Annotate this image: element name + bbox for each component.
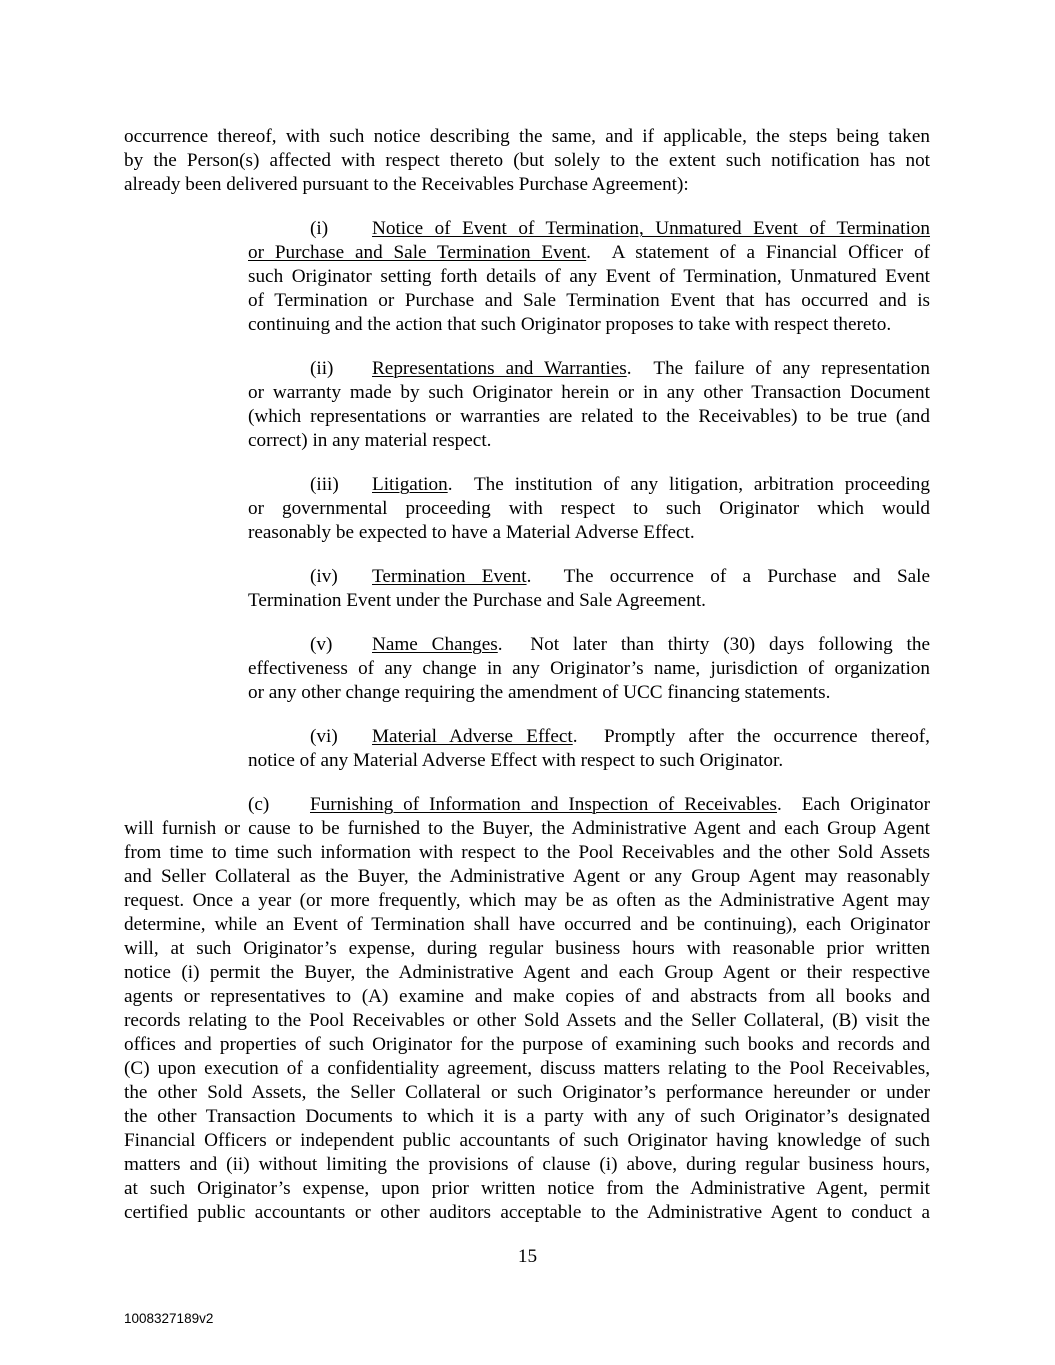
text-line: of Termination or Purchase and Sale Termination Event that has occurred and is xyxy=(248,290,930,311)
text-line: Termination Event under the Purchase and Sale Agreement. xyxy=(248,590,706,611)
text-line xyxy=(372,565,930,589)
body-text: . Not later than thirty (30) days following the xyxy=(497,634,930,655)
text-line: notice (i) permit the Buyer, the Administrative Agent and each Group Agent or their respective xyxy=(124,962,930,983)
text-line: by the Person(s) affected with respect thereto (but solely to the extent such notification has not xyxy=(124,150,930,171)
text-line: certified public accountants or other auditors acceptable to the Administrative Agent to conduct a xyxy=(124,1202,930,1223)
clause-heading xyxy=(372,217,930,241)
text-line: correct) in any material respect. xyxy=(248,430,492,451)
heading-text: Name Changes xyxy=(372,634,498,655)
text-line: will, at such Originator’s expense, during regular business hours with reasonable prior written xyxy=(124,938,930,959)
body-text: . The institution of any litigation, arbitration proceeding xyxy=(447,474,930,495)
heading-text: Material Adverse Effect xyxy=(372,726,573,747)
heading-text: Termination Event xyxy=(372,566,527,587)
text-line: notice of any Material Adverse Effect with respect to such Originator. xyxy=(248,750,784,771)
text-line xyxy=(372,473,930,497)
section-label: (c) xyxy=(248,794,270,815)
text-line: from time to time such information with respect to the Pool Receivables and the other Sold Assets xyxy=(124,842,930,863)
text-line: determine, while an Event of Termination shall have occurred and be continuing), each Originator xyxy=(124,914,930,935)
text-line: (C) upon execution of a confidentiality agreement, discuss matters relating to the Pool Receivables, xyxy=(124,1058,930,1079)
heading-text: Litigation xyxy=(372,474,448,495)
heading-text: Representations and Warranties xyxy=(372,358,627,379)
clause-label: (iii) xyxy=(310,474,339,495)
text-line xyxy=(310,793,930,817)
text-line: the other Transaction Documents to which it is a party with any of such Originator’s designated xyxy=(124,1106,930,1127)
text-line: offices and properties of such Originator for the purpose of examining such books and records and xyxy=(124,1034,930,1055)
text-line: and Seller Collateral as the Buyer, the Administrative Agent or any Group Agent may reasonably xyxy=(124,866,930,887)
text-line: matters and (ii) without limiting the provisions of clause (i) above, during regular business hours, xyxy=(124,1154,930,1175)
body-text: . Promptly after the occurrence thereof, xyxy=(572,726,930,747)
body-text: . The failure of any representation xyxy=(626,358,930,379)
text-line xyxy=(372,357,930,381)
clause-label: (vi) xyxy=(310,726,338,747)
text-line: continuing and the action that such Originator proposes to take with respect thereto. xyxy=(248,314,892,335)
text-line: records relating to the Pool Receivables or other Sold Assets and the Seller Collateral, (B) visit the xyxy=(124,1010,930,1031)
text-line xyxy=(372,633,930,657)
text-line: at such Originator’s expense, upon prior written notice from the Administrative Agent, permit xyxy=(124,1178,930,1199)
text-line: such Originator setting forth details of any Event of Termination, Unmatured Event xyxy=(248,266,930,287)
text-line: effectiveness of any change in any Originator’s name, jurisdiction of organization xyxy=(248,658,930,679)
clause-label: (iv) xyxy=(310,566,338,587)
clause-label: (ii) xyxy=(310,358,334,379)
document-id: 1008327189v2 xyxy=(124,1311,214,1326)
heading-text: Notice of Event of Termination, Unmatured Event of Termination xyxy=(372,218,930,239)
text-line: reasonably be expected to have a Material Adverse Effect. xyxy=(248,522,695,543)
clause-label: (i) xyxy=(310,218,329,239)
heading-text: Furnishing of Information and Inspection of Receivables xyxy=(310,794,777,815)
text-line: will furnish or cause to be furnished to the Buyer, the Administrative Agent and each Group Agent xyxy=(124,818,930,839)
body-text: . Each Originator xyxy=(776,794,930,815)
text-line: Financial Officers or independent public accountants of such Originator having knowledge of such xyxy=(124,1130,930,1151)
text-line: already been delivered pursuant to the Receivables Purchase Agreement): xyxy=(124,174,689,195)
page-number: 15 xyxy=(517,1246,538,1267)
text-line: occurrence thereof, with such notice describing the same, and if applicable, the steps being taken xyxy=(124,126,930,147)
text-line: (which representations or warranties are related to the Receivables) to be true (and xyxy=(248,406,930,427)
text-line xyxy=(248,241,930,265)
body-text: . The occurrence of a Purchase and Sale xyxy=(526,566,930,587)
text-line: request. Once a year (or more frequently, which may be as often as the Administrative Agent may xyxy=(124,890,930,911)
text-line: or governmental proceeding with respect to such Originator which would xyxy=(248,498,930,519)
text-line: or any other change requiring the amendment of UCC financing statements. xyxy=(248,682,831,703)
text-line: or warranty made by such Originator herein or in any other Transaction Document xyxy=(248,382,930,403)
heading-text: or Purchase and Sale Termination Event xyxy=(248,242,587,263)
body-text: . A statement of a Financial Officer of xyxy=(586,242,930,263)
text-line xyxy=(372,725,930,749)
clause-label: (v) xyxy=(310,634,333,655)
text-line: agents or representatives to (A) examine and make copies of and abstracts from all books and xyxy=(124,986,930,1007)
text-line: the other Sold Assets, the Seller Collateral or such Originator’s performance hereunder or under xyxy=(124,1082,930,1103)
